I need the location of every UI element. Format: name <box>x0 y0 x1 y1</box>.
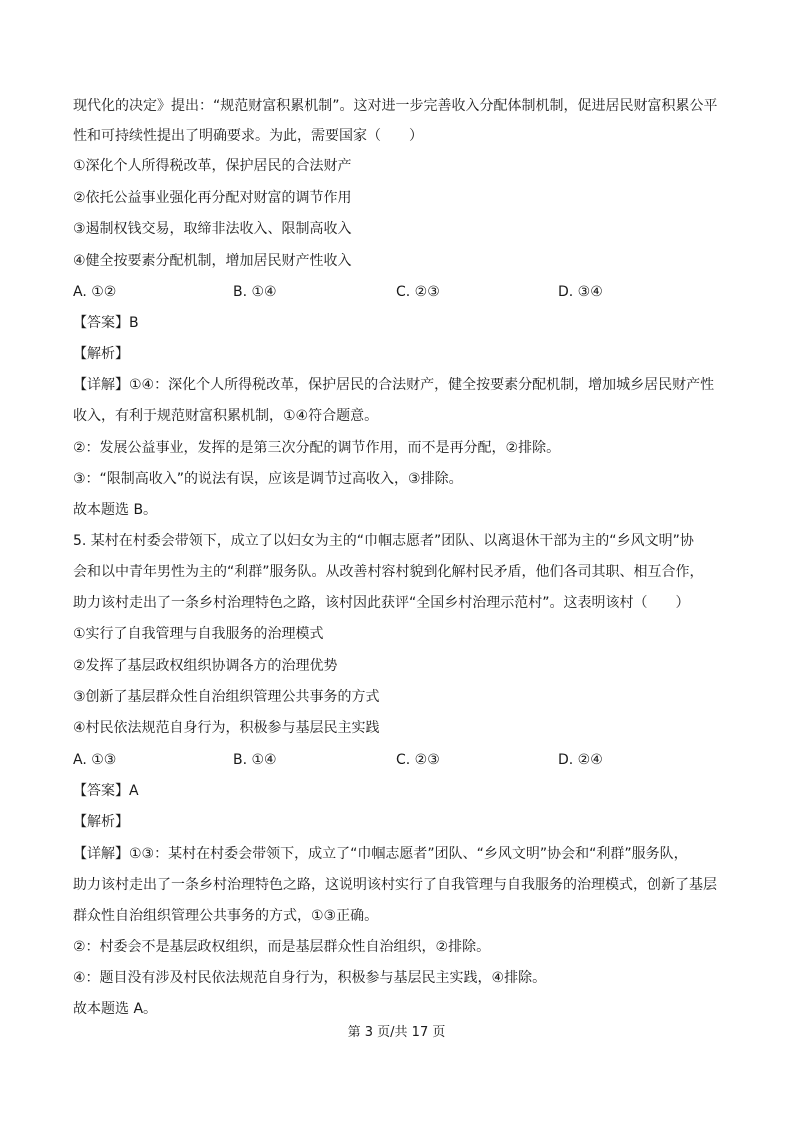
q5-option-b: B. ①④ <box>233 752 277 768</box>
page-footer: 第 3 页/共 17 页 <box>347 1025 446 1040</box>
q5-stem-line-1: 5. 某村在村委会带领下，成立了以妇女为主的“巾帼志愿者”团队、以离退休干部为主的“乡风文明”协 <box>73 533 694 549</box>
q4-detail-line-3: ②：发展公益事业，发挥的是第三次分配的调节作用，而不是再分配，②排除。 <box>73 440 561 456</box>
q5-answer: 【答案】A <box>73 783 139 799</box>
q5-item-3: ③创新了基层群众性自治组织管理公共事务的方式 <box>73 689 380 705</box>
q4-stem-line-1: 现代化的决定》提出：“规范财富积累机制”。这对进一步完善收入分配体制机制，促进居民财富积累公平 <box>73 98 718 114</box>
q4-option-a: A. ①② <box>73 284 117 300</box>
q4-item-1: ①深化个人所得税改革，保护居民的合法财产 <box>73 158 352 174</box>
q5-detail-line-2: 助力该村走出了一条乡村治理特色之路，这说明该村实行了自我管理与自我服务的治理模式，创新了基层 <box>73 877 717 893</box>
q4-option-b: B. ①④ <box>233 284 277 300</box>
q5-option-d: D. ②④ <box>558 752 603 768</box>
q5-detail-line-4: ②：村委会不是基层政权组织，而是基层群众性自治组织，②排除。 <box>73 939 491 955</box>
q4-detail-line-1: 【详解】①④：深化个人所得税改革，保护居民的合法财产，健全按要素分配机制，增加城乡居民财产性 <box>73 377 715 393</box>
q5-options <box>73 750 723 770</box>
q4-detail-line-2: 收入，有利于规范财富积累机制，①④符合题意。 <box>73 408 379 424</box>
q4-analysis-label: 【解析】 <box>73 346 129 362</box>
q5-item-2: ②发挥了基层政权组织协调各方的治理优势 <box>73 658 338 674</box>
q4-options <box>73 282 723 302</box>
q4-answer: 【答案】B <box>73 315 139 331</box>
q4-item-3: ③遏制权钱交易，取缔非法收入、限制高收入 <box>73 221 352 237</box>
q5-detail-line-1: 【详解】①③：某村在村委会带领下，成立了“巾帼志愿者”团队、“乡风文明”协会和“利群”服务队， <box>73 846 688 862</box>
q5-detail-line-3: 群众性自治组织管理公共事务的方式，①③正确。 <box>73 908 379 924</box>
q4-item-2: ②依托公益事业强化再分配对财富的调节作用 <box>73 190 352 206</box>
q5-option-a: A. ①③ <box>73 752 117 768</box>
q5-item-1: ①实行了自我管理与自我服务的治理模式 <box>73 626 324 642</box>
q5-stem-line-2: 会和以中青年男性为主的“利群”服务队。从改善村容村貌到化解村民矛盾，他们各司其职、相互合作， <box>73 564 704 580</box>
q4-option-d: D. ③④ <box>558 284 603 300</box>
q4-item-4: ④健全按要素分配机制，增加居民财产性收入 <box>73 253 352 269</box>
q5-detail-line-5: ④：题目没有涉及村民依法规范自身行为，积极参与基层民主实践，④排除。 <box>73 970 547 986</box>
q4-option-c: C. ②③ <box>396 284 440 300</box>
q5-conclusion: 故本题选 A。 <box>73 1001 158 1017</box>
q5-analysis-label: 【解析】 <box>73 814 129 830</box>
q4-detail-line-4: ③：“限制高收入”的说法有误，应该是调节过高收入，③排除。 <box>73 471 463 487</box>
q5-item-4: ④村民依法规范自身行为，积极参与基层民主实践 <box>73 720 380 736</box>
q4-conclusion: 故本题选 B。 <box>73 502 158 518</box>
q5-option-c: C. ②③ <box>396 752 440 768</box>
q4-stem-line-2: 性和可持续性提出了明确要求。为此，需要国家（ ） <box>73 128 423 144</box>
q5-stem-line-3: 助力该村走出了一条乡村治理特色之路，该村因此获评“全国乡村治理示范村”。这表明该村（ ） <box>73 595 690 611</box>
